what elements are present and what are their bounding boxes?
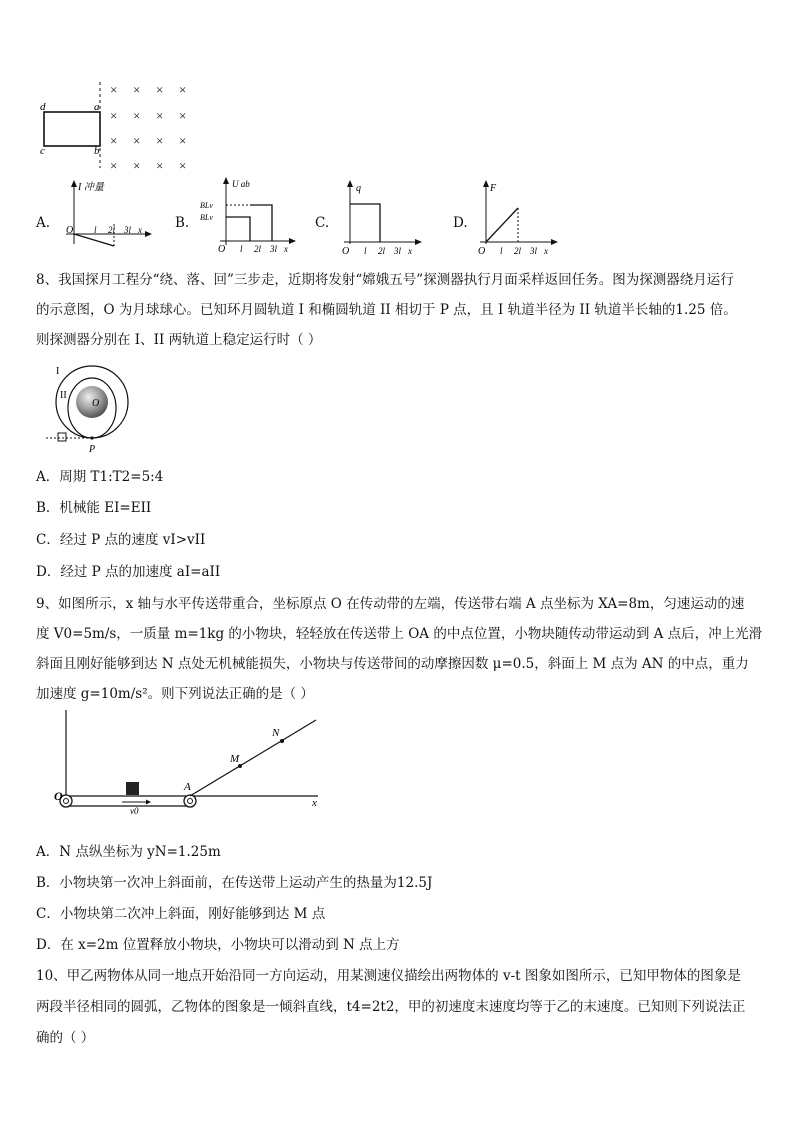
svg-text:x: x bbox=[408, 246, 412, 256]
svg-text:O: O bbox=[342, 246, 350, 256]
right-roller bbox=[184, 795, 196, 807]
svg-text:l: l bbox=[240, 244, 243, 254]
svg-text:l: l bbox=[500, 246, 503, 256]
svg-text:×: × bbox=[110, 108, 118, 123]
svg-text:I: I bbox=[56, 366, 60, 377]
svg-text:x: x bbox=[284, 244, 288, 254]
svg-text:O: O bbox=[478, 246, 486, 256]
svg-text:3l: 3l bbox=[394, 246, 402, 256]
svg-text:O: O bbox=[218, 244, 226, 255]
q10-stem-line-1: 10、甲乙两物体从同一地点开始沿同一方向运动，用某测速仪描绘出两物体的 v-t 图象如图所示，已知甲物体的图象是 bbox=[36, 968, 741, 984]
svg-text:q: q bbox=[356, 183, 361, 194]
q9-option-a[interactable]: A．N 点纵坐标为 yN=1.25m bbox=[36, 844, 221, 860]
q8-option-d[interactable]: D．经过 P 点的加速度 aI=aII bbox=[36, 564, 221, 580]
svg-text:2l: 2l bbox=[514, 246, 522, 256]
svg-text:×: × bbox=[110, 133, 118, 148]
q8-orbit-figure bbox=[36, 360, 146, 458]
q7-loop-field-figure bbox=[30, 78, 210, 178]
svg-text:×: × bbox=[179, 82, 187, 97]
svg-text:×: × bbox=[156, 133, 164, 148]
svg-text:×: × bbox=[133, 108, 141, 123]
magnetic-field-crosses bbox=[110, 82, 186, 173]
svg-text:BLv: BLv bbox=[200, 213, 213, 222]
q7-option-b-letter: B. bbox=[175, 215, 190, 231]
svg-text:×: × bbox=[179, 108, 187, 123]
q7-option-c-letter: C. bbox=[315, 215, 330, 231]
label-a: a bbox=[94, 101, 100, 113]
label-c: c bbox=[40, 145, 45, 157]
svg-text:O: O bbox=[66, 225, 74, 236]
q10-stem-line-2: 两段半径相同的圆弧，乙物体的图象是一倾斜直线，t4=2t2，甲的初速度末速度均等于乙的末速度。已知则下列说法正 bbox=[36, 999, 746, 1015]
incline bbox=[190, 720, 316, 796]
svg-text:M: M bbox=[230, 753, 240, 765]
svg-text:2l: 2l bbox=[254, 244, 262, 254]
label-d: d bbox=[40, 101, 46, 113]
q9-option-c[interactable]: C．小物块第二次冲上斜面，刚好能够到达 M 点 bbox=[36, 906, 326, 922]
wire-loop bbox=[44, 112, 100, 146]
q7-option-d-letter: D. bbox=[453, 215, 468, 231]
q7-option-c-graph bbox=[336, 178, 426, 256]
svg-text:F: F bbox=[490, 183, 497, 194]
svg-text:×: × bbox=[110, 82, 118, 97]
q7-option-a-letter: A. bbox=[36, 215, 51, 231]
svg-text:×: × bbox=[110, 158, 118, 173]
q8-stem-line-1: 8、我国探月工程分“绕、落、回”三步走，近期将发射“嫦娥五号”探测器执行月面采样返回任务。图为探测器绕月运行 bbox=[36, 272, 734, 288]
svg-text:×: × bbox=[133, 133, 141, 148]
svg-text:BLv: BLv bbox=[200, 201, 213, 210]
q8-option-b[interactable]: B．机械能 EI=EII bbox=[36, 500, 152, 516]
q9-conveyor-figure bbox=[50, 708, 340, 818]
svg-text:v0: v0 bbox=[130, 806, 139, 816]
svg-text:×: × bbox=[179, 133, 187, 148]
svg-text:×: × bbox=[156, 158, 164, 173]
svg-text:x: x bbox=[544, 246, 548, 256]
svg-text:l: l bbox=[364, 246, 367, 256]
svg-text:N: N bbox=[272, 727, 280, 739]
svg-text:II: II bbox=[60, 390, 67, 401]
svg-text:×: × bbox=[133, 158, 141, 173]
label-b: b bbox=[94, 145, 100, 157]
q9-stem-line-3: 斜面且刚好能够到达 N 点处无机械能损失，小物块与传送带间的动摩擦因数 μ=0.5，斜面上 M 点为 AN 的中点，重力 bbox=[36, 656, 749, 672]
svg-text:2l: 2l bbox=[108, 225, 116, 235]
svg-text:x: x bbox=[138, 225, 142, 235]
svg-text:x: x bbox=[312, 797, 317, 809]
svg-text:2l: 2l bbox=[378, 246, 386, 256]
svg-text:I 冲量: I 冲量 bbox=[78, 182, 104, 193]
q8-option-a[interactable]: A．周期 T1:T2=5:4 bbox=[36, 469, 164, 485]
svg-text:U ab: U ab bbox=[232, 179, 250, 189]
q7-option-d-graph bbox=[474, 178, 564, 256]
svg-text:O: O bbox=[92, 398, 100, 409]
q9-option-b[interactable]: B．小物块第一次冲上斜面前，在传送带上运动产生的热量为12.5J bbox=[36, 875, 433, 891]
svg-text:3l: 3l bbox=[270, 244, 278, 254]
q7-option-b-graph bbox=[196, 175, 296, 255]
svg-text:×: × bbox=[179, 158, 187, 173]
probe-icon bbox=[58, 433, 66, 441]
q9-stem-line-2: 度 V0=5m/s，一质量 m=1kg 的小物块，轻轻放在传送带上 OA 的中点位置，小物块随传动带运动到 A 点后，冲上光滑 bbox=[36, 626, 763, 642]
block bbox=[126, 782, 139, 795]
svg-text:×: × bbox=[156, 108, 164, 123]
svg-text:×: × bbox=[156, 82, 164, 97]
svg-text:3l: 3l bbox=[124, 225, 132, 235]
q7-option-a-graph bbox=[58, 178, 158, 250]
q8-stem-line-2: 的示意图，O 为月球球心。已知环月圆轨道 I 和椭圆轨道 II 相切于 P 点，且 I 轨道半径为 II 轨道半长轴的1.25 倍。 bbox=[36, 302, 737, 318]
q8-option-c[interactable]: C．经过 P 点的速度 vI>vII bbox=[36, 532, 206, 548]
svg-text:A: A bbox=[184, 781, 191, 793]
svg-text:3l: 3l bbox=[530, 246, 538, 256]
q8-stem-line-3: 则探测器分别在 I、II 两轨道上稳定运行时（ ） bbox=[36, 332, 322, 348]
svg-text:l: l bbox=[94, 225, 97, 235]
svg-text:×: × bbox=[133, 82, 141, 97]
svg-text:P: P bbox=[89, 444, 96, 455]
svg-text:O: O bbox=[54, 789, 63, 803]
q9-stem-line-1: 9、如图所示，x 轴与水平传送带重合，坐标原点 O 在传动带的左端，传送带右端 A 点坐标为 XA=8m，匀速运动的速 bbox=[36, 596, 745, 612]
q9-option-d[interactable]: D．在 x=2m 位置释放小物块，小物块可以滑动到 N 点上方 bbox=[36, 937, 400, 953]
q9-stem-line-4: 加速度 g=10m/s²。则下列说法正确的是（ ） bbox=[36, 686, 314, 702]
point-N bbox=[280, 739, 284, 743]
q10-stem-line-3: 确的（ ） bbox=[36, 1030, 95, 1046]
